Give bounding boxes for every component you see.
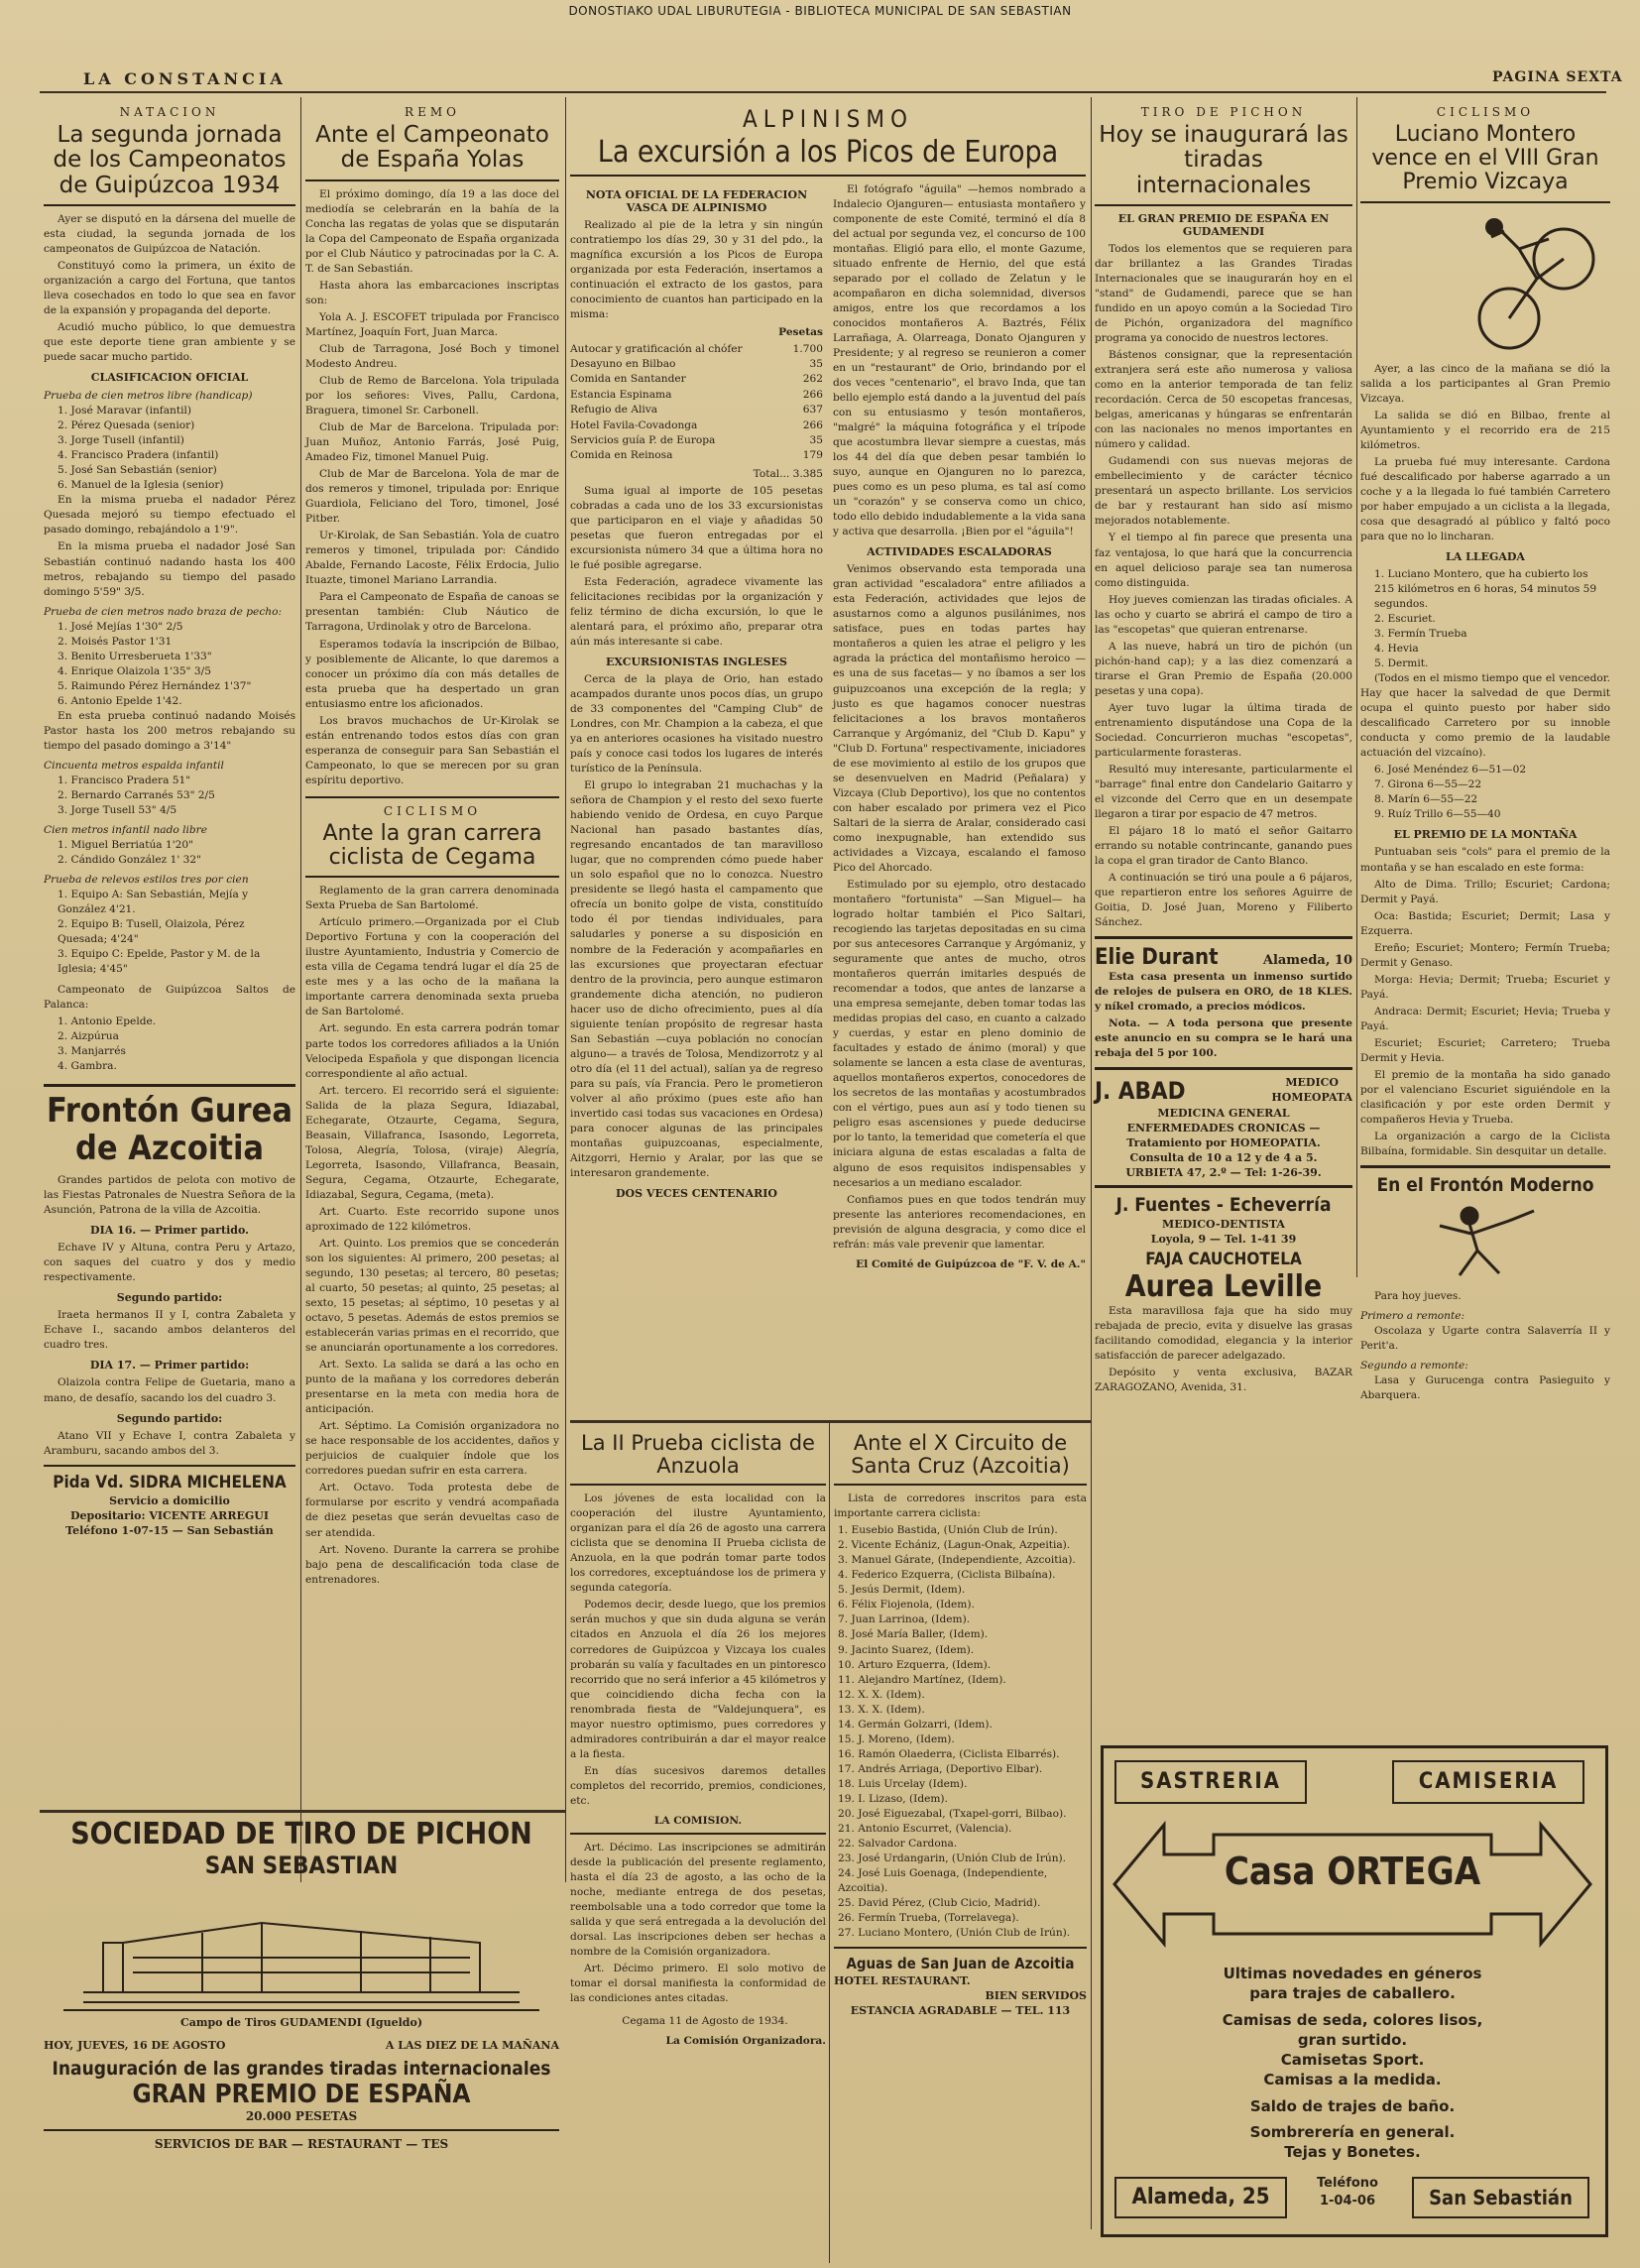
- table-total: Total... 3.385: [753, 467, 823, 480]
- table-header: Pesetas: [778, 325, 823, 338]
- ad-day: Segundo partido:: [116, 1291, 223, 1305]
- list-item: 3. Equipo C: Epelde, Pastor y M. de la Iglesia; 4'45": [58, 948, 261, 976]
- category-title: Prueba de cien metros nado braza de pecho:: [44, 605, 283, 618]
- clubhouse-illustration: [63, 1883, 539, 2012]
- table-row: Servicios guía P. de Europa 35: [570, 433, 823, 446]
- list-item: 1. Equipo A: San Sebastián, Mejía y González 4'21.: [58, 889, 249, 916]
- list-item: 2. Pérez Quesada (senior): [58, 419, 195, 432]
- paragraph: Ayer se disputó en la dársena del muelle de esta ciudad, la segunda jornada de los campeonatos de Guipúzcoa de Natación.: [44, 212, 295, 255]
- ad-text: Grandes partidos de pelota con motivo de las Fiestas Patronales de Nuestra Señora de la Asunción, Patrona de la villa de Azcoitia.: [44, 1174, 295, 1217]
- ad-fuentes-address: Loyola, 9 — Tel. 1-41 39: [1150, 1233, 1297, 1247]
- ad-title: SOCIEDAD DE TIRO DE PICHON: [70, 1817, 532, 1851]
- column-remo: [305, 99, 559, 1864]
- ad-date: HOY, JUEVES, 16 DE AGOSTO: [44, 2039, 226, 2052]
- list-item: 21. Antonio Escurret, (Valencia).: [838, 1822, 1012, 1835]
- category-title: Prueba de relevos estilos tres por cien: [44, 874, 249, 887]
- ad-line: gran surtido.: [1297, 2030, 1408, 2049]
- ad-city: San Sebastián: [1412, 2177, 1589, 2218]
- ad-day: Segundo partido:: [116, 1411, 223, 1425]
- category-title: Prueba de cien metros libre (handicap): [44, 390, 253, 403]
- list-item: 27. Luciano Montero, (Unión Club de Irún).: [838, 1927, 1071, 1940]
- ad-aurea-leville-title: Aurea Leville: [1124, 1269, 1323, 1305]
- riders-list: [834, 1523, 1087, 1941]
- list-item: 3. Jorge Tusell (infantil): [58, 434, 184, 447]
- paragraph: Art. tercero. El recorrido será el siguiente: Salida de la plaza Segura, Idiazabal, Echegarate, Otzaurte, Cegama, Segura, Beasain, Villafranca, Isasondo, Legorreta, Tolosa, Alegría, Tolosa, (viraje) Alegría, Legorreta, Isasondo, Villafranca, Beasain, Segura, Cegama, Otzaurte, Echegarate, Idiazabal, Segura, Cegama, (meta).: [305, 1084, 559, 1201]
- headline: Ante el X Circuito de Santa Cruz (Azcoitia): [851, 1431, 1070, 1479]
- list-item: 14. Germán Golzarri, (Idem).: [838, 1718, 993, 1731]
- paragraph: Los bravos muchachos de Ur-Kirolak se están entrenando todos estos días con gran esperanza de conseguir para San Sebastián el Campeonato, lo que se merecen por su gran espíritu deportivo.: [305, 714, 559, 786]
- column-rule: [1356, 97, 1357, 1277]
- list-item: 15. J. Moreno, (Idem).: [838, 1732, 955, 1745]
- subheading: ACTIVIDADES ESCALADORAS: [867, 545, 1052, 559]
- paragraph: Resultó muy interesante, particularmente el "barrage" final entre don Candelario Gaitarro y el vizconde del Cerro que en un desempate llegaron a tirar por espacio de 47 metros.: [1095, 763, 1352, 821]
- ad-aguas-line: HOTEL RESTAURANT.: [834, 1974, 971, 1988]
- column-rule: [1091, 97, 1092, 2229]
- ad-text: Atano VII y Echave I, contra Zabaleta y Aramburu, sacando ambos del 3.: [44, 1429, 295, 1457]
- list-item: 19. I. Lizaso, (Idem).: [838, 1792, 948, 1805]
- subheading: EL PREMIO DE LA MONTAÑA: [1393, 828, 1578, 842]
- ad-text: Iraeta hermanos II y I, contra Zabaleta y Echave I., sacando ambos delanteros del cuadro tres.: [44, 1309, 295, 1352]
- ad-line: Camisas a la medida.: [1263, 2071, 1442, 2089]
- pelota-player-illustration: [1360, 1196, 1610, 1285]
- ad-fronton-gurea-title: Frontón Gurea de Azcoitia: [46, 1091, 293, 1168]
- ad-line: Camisas de seda, colores lisos,: [1222, 2010, 1483, 2029]
- paragraph: Art. Séptimo. La Comisión organizadora no se hace responsable de los accidentes, daños y perjuicios de cualquier índole que los corredores puedan sufrir en esta carrera.: [305, 1420, 559, 1478]
- alpinismo-left: [570, 182, 823, 1270]
- paragraph: Ayer, a las cinco de la mañana se dió la salida a los participantes al Gran Premio Vizcaya.: [1360, 362, 1610, 405]
- ad-caption: Campo de Tiros GUDAMENDI (Igueldo): [179, 2016, 423, 2029]
- paragraph: Art. Octavo. Toda protesta debe de formularse por escrito y vendrá acompañada de diez pesetas que serán devueltas caso de ser atendida.: [305, 1482, 559, 1539]
- paragraph: El premio de la montaña ha sido ganado por el valenciano Escuriet siguiéndole en la clasificación y por este orden Dermit y compañeros Hevia y Trueba.: [1360, 1068, 1610, 1126]
- list-item: 3. Benito Urresberueta 1'33": [58, 650, 212, 662]
- ad-aguas-line: ESTANCIA AGRADABLE — TEL. 113: [850, 2004, 1071, 2018]
- ad-elie-durant-title: Elie Durant: [1095, 945, 1219, 971]
- ad-line: Sombrerería en general.: [1249, 2122, 1456, 2141]
- paragraph: En la misma prueba el nadador José San Sebastián continuó nadando hasta los 400 metros, rebajando su tiempo del pasado domingo 5'59" 3/5.: [44, 540, 295, 598]
- paragraph: A continuación se tiró una poule a 6 pájaros, que repartieron entre los señores Aguirre de Goitia, D. José Juan, Moreno y Filiberto Sánchez.: [1095, 872, 1352, 929]
- ad-fuentes-role: MEDICO-DENTISTA: [1162, 1218, 1285, 1232]
- archive-header: DONOSTIAKO UDAL LIBURUTEGIA - BIBLIOTECA MUNICIPAL DE SAN SEBASTIAN: [568, 4, 1072, 18]
- section-label: NATACION: [119, 105, 220, 119]
- ad-text: Segundo a remonte:: [1360, 1360, 1468, 1373]
- list-item: 3. Manuel Gárate, (Independiente, Azcoitia).: [838, 1554, 1076, 1567]
- list-item: 12. X. X. (Idem).: [838, 1688, 925, 1701]
- list-item: 1. Francisco Pradera 51": [58, 774, 191, 786]
- paragraph: Suma igual al importe de 105 pesetas cobradas a cada uno de los 33 excursionistas que participaron en el viaje y añadidas 50 pesetas que fueron entregadas por el excursionista número 34 que a última hora no le fué posible agregarse.: [570, 484, 823, 571]
- ad-text: Lasa y Gurucenga contra Pasieguito y Abarquera.: [1360, 1374, 1610, 1402]
- headline: Hoy se inaugurará las tiradas internacionales: [1099, 122, 1348, 198]
- table-row: Autocar y gratificación al chófer 1.700: [570, 342, 823, 355]
- paragraph: Yola A. J. ESCOFET tripulada por Francisco Martínez, Joaquín Fort, Juan Marca.: [305, 310, 559, 338]
- ad-time: A LAS DIEZ DE LA MAÑANA: [385, 2039, 559, 2052]
- ad-tel: 1-04-06: [1319, 2194, 1376, 2209]
- ad-aguas-line: BIEN SERVIDOS: [985, 1989, 1087, 2003]
- ad-abad: [1095, 1076, 1352, 1105]
- headline: La excursión a los Picos de Europa: [597, 135, 1059, 170]
- paragraph: Artículo primero.—Organizada por el Club Deportivo Fortuna y con la cooperación del ilustre Ayuntamiento, Industria y Comercio de esta villa de Cegama tendrá lugar el día 25 de este mes y a las ocho de la mañana la importante carrera denominada sexta prueba de San Bartolomé.: [305, 916, 559, 1018]
- masthead-paper-name: LA CONSTANCIA: [83, 69, 287, 88]
- paragraph: Constituyó como la primera, un éxito de organización a cargo del Fortuna, que tantos lleva cosechados en todo lo que sea en favor de la expansión y propaganda del deporte.: [44, 259, 295, 317]
- top-rule: [40, 91, 1606, 93]
- list-item: 1. Antonio Epelde.: [58, 1015, 157, 1028]
- subheading: LA LLEGADA: [1446, 549, 1525, 563]
- paragraph: Reglamento de la gran carrera denominada Sexta Prueba de San Bartolomé.: [305, 885, 559, 912]
- ad-fuentes-name: J. Fuentes - Echeverría: [1115, 1194, 1332, 1217]
- ad-text: Olaizola contra Felipe de Guetaria, mano a mano, de desafío, sacando los del cuadro 3.: [44, 1376, 295, 1404]
- alpinismo-right: [833, 182, 1086, 1270]
- paragraph: La prueba fué muy interesante. Cardona fué descalificado por haberse agarrado a un coche y a la llegada lo fué también Carretero por haber empujado a un ciclista a la llegada, cosa que desagradó al público y faltó poco para que no lo lincharan.: [1360, 455, 1610, 542]
- column-natacion: [44, 99, 295, 1864]
- list-item: 2. Moisés Pastor 1'31: [58, 635, 173, 648]
- column-santa-cruz: [834, 1428, 1087, 2261]
- paragraph: Oca: Bastida; Escuriet; Dermit; Lasa y Ezquerra.: [1360, 909, 1610, 937]
- list-item: 8. José María Baller, (Idem).: [838, 1628, 989, 1641]
- section-label: ALPINISMO: [742, 105, 914, 133]
- category-title: Cincuenta metros espalda infantil: [44, 759, 224, 772]
- paragraph: Ur-Kirolak, de San Sebastián. Yola de cuatro remeros y timonel, tripulada por: Cándido Abalde, Fernando Lacoste, Félix Erdocia, Julio Ituazte, timonel Mariano Larrandia.: [305, 530, 559, 587]
- paragraph: La salida se dió en Bilbao, frente al Ayuntamiento y el recorrido era de 215 kilómetros.: [1360, 409, 1610, 451]
- paragraph: Morga: Hevia; Dermit; Trueba; Escuriet y Payá.: [1360, 973, 1610, 1001]
- ad-abad-line: Consulta de 10 a 12 y de 4 a 5.: [1129, 1151, 1318, 1165]
- section-label: CICLISMO: [383, 803, 482, 818]
- paragraph: El fotógrafo "águila" —hemos nombrado a Indalecio Ojanguren— entusiasta montañero y componente de este Comité, terminó el día 8 del actual por segunda vez, el concurso de 100 montañas. Eligió para ello, el monte Gazume, situado enfrente de Hernio, del que está separado por el collado de Zelatun y le acompañaron en dicha solemnidad, diversos amigos, entre los que recordamos a los conocidos montañeros A. Baztrés, Félix Larrañaga, A. Olarreaga, Donato Ojanguren y Presidente; y al regreso se reunieron a comer en un "restaurant" de Orio, brindando por el dos veces "centenario", el bravo Inda, que tan bello ejemplo está dando a la juventud del país con su entusiasmo y tesón montañeros, "malgré" la máquina fotográfica y el trípode que acostumbra llevar siempre a cuestas, más los 44 del día que deben pesar también lo suyo, aunque en Ojanguren no lo parezca, pues como es un peso pluma, es tal así como un "corazón" y se conserva como un chico, todo ello debido indudablemente a la vida sana y activa que desarrolla. ¡Bien por el "águila"!: [833, 182, 1086, 538]
- headline: La segunda jornada de los Campeonatos de Guipúzcoa 1934: [53, 122, 287, 198]
- paragraph: Confiamos pues en que todos tendrán muy presente las anteriores recomendaciones, en previsión de alguna desgracia, y como dice el refrán: más vale prevenir que lamentar.: [833, 1193, 1086, 1251]
- list-item: 2. Cándido González 1' 32": [58, 854, 201, 867]
- paragraph: Art. Noveno. Durante la carrera se prohibe bajo pena de descalificación toda clase de entrenadores.: [305, 1543, 559, 1586]
- paragraph: La organización a cargo de la Ciclista Bilbaína, formidable. Sin desquitar un detalle.: [1360, 1131, 1610, 1158]
- list-item: 17. Andrés Arriaga, (Deportivo Elbar).: [838, 1762, 1043, 1775]
- ad-line: para trajes de caballero.: [1249, 1984, 1456, 2003]
- column-rule: [300, 97, 301, 1882]
- list-item: 8. Marín 6—55—22: [1374, 793, 1478, 806]
- ad-inauguration: Inauguración de las grandes tiradas internacionales: [52, 2058, 551, 2080]
- paragraph: En la misma prueba el nadador Pérez Quesada mejoró su tiempo efectuado el pasado domingo, rebajándolo a 1'9".: [44, 494, 295, 537]
- ad-tiro-pichon: [44, 1817, 559, 2263]
- category-title: Campeonato de Guipúzcoa Saltos de Palanca:: [44, 984, 295, 1012]
- masthead-page-number: PAGINA SEXTA: [1492, 69, 1623, 85]
- paragraph: El próximo domingo, día 19 a las doce del mediodía se celebrarán en la bahía de la Concha las regatas de yolas que se disputarán la Copa del Campeonato de España organizada por el Club Náutico y patrocinadas por la C. A. T. de San Sebastián.: [305, 187, 559, 275]
- paragraph: Andraca: Dermit; Escuriet; Hevia; Trueba y Payá.: [1360, 1005, 1610, 1032]
- column-ciclismo: [1360, 99, 1610, 1402]
- results-list-2: [44, 620, 295, 709]
- ad-abad-role: HOMEOPATA: [1271, 1090, 1352, 1104]
- list-item: 18. Luis Urcelay (Idem).: [838, 1777, 968, 1790]
- paragraph: Venimos observando esta temporada una gran actividad "escaladora" entre afiliados a esta Federación, actividades que lejos de asustarnos como a algunos pusilánimes, nos satisface, pues en todas partes hay montañeros a quien les atrae el peligro y les agrada la práctica del montañismo heroico —es una de sus facetas— y no íbamos a ser los guipuzcoanos una excepción de la regla; y justo es que hagamos conocer nuestras felicitaciones a los bravos montañeros Carranque y Argómaniz, del "Club D. Kapu" y "Club D. Fortuna" respectivamente, iniciadores de ese movimiento al estilo de los grupos que se desenvuelven en Madrid (Peñalara) y Vizcaya (Club Deportivo), los que no contentos con haber escalado por primera vez el Pico Saltari de la sierra de Aralar, considerado casi como inexpugnable, han extendido sus actividades a Vizcaya, escalando el famoso Pico del Ahorcado.: [833, 563, 1086, 874]
- subheading: EXCURSIONISTAS INGLESES: [606, 655, 787, 668]
- paragraph: El grupo lo integraban 21 muchachas y la señora de Champion y el resto del sexo fuerte habiendo venido de Ordesa, en cuyo Parque Nacional han pasado bastantes días, regresando encantados de tan maravilloso lugar, que no comprenden cómo puede haber un solo español que no lo conozca. Nuestro presidente se llegó hasta el campamento que ofrecía un bonito golpe de vista, constituído todo él por tiendas individuales, para saludarles y ponerse a su disposición en nombre de la Federación y acompañarles en las excursiones que proyectaran efectuar dentro de la provincia, pero aunque estimaron grandemente dicha atención, no pudieron hacer uso de dicho ofrecimiento, pues al día siguiente tenían propósito de regresar hasta San Sebastián —cuya población no conocían alguno— a través de Tolosa, Mendizorrotz y al otro día (el 11 del actual), salían ya de regreso para su país, vía Francia. Pero le prometieron volver al año próximo (pues este año han invertido casi todas sus vacaciones en Ordesa) para conocer algunas de las principales montañas guipuzcoanas, especialmente, Aitzgorri, Hernio y Aralar, por las que se interesaron grandemente.: [570, 779, 823, 1179]
- section-rule: [570, 1420, 1091, 1423]
- list-item: 2. Bernardo Carranés 53" 2/5: [58, 788, 215, 801]
- column-alpinismo: [570, 99, 1086, 1418]
- ad-fronton-moderno-title: En el Frontón Moderno: [1376, 1174, 1594, 1197]
- paragraph: Estimulado por su ejemplo, otro destacado montañero "fortunista" —San Miguel— ha logrado holtar también el Pico Saltari, recogiendo las tarjetas depositadas en su cima por sus antecesores Carranque y Argómaniz, y seguramente que antes de mucho, otros montañeros querrán imitarles después de recomendar a todos, que antes de lanzarse a una empresa semejante, deben tomar todas las medidas propias del caso, en cuanto a calzado y cuerdas, y estar en pleno dominio de facultades y estado de ánimo (moral) y que solamente se lancen a esta clase de aventuras, aquellos montañeros expertos, conocedores de los secretos de las montañas y acostumbrados con el vértigo, pues aun así y todo tienen su peligro esas ascensiones y puede deducirse por lo tanto, la temeridad que cometería el que iniciara alguna de estas escaladas a falta de alguno de esos requisitos indispensables y necesarios a un mediano escalador.: [833, 878, 1086, 1189]
- paragraph: Cerca de la playa de Orio, han estado acampados durante unos pocos días, un grupo de 33 componentes del "Camping Club" de Londres, con Mr. Champion a la cabeza, el que ya en anteriores ocasiones ha visitado nuestro país y conoce casi todos los lugares de interés turístico de la Península.: [570, 672, 823, 776]
- ad-sidra-line: Teléfono 1-07-15 — San Sebastián: [65, 1523, 274, 1537]
- list-item: 6. José Menéndez 6—51—02: [1374, 764, 1527, 776]
- paragraph: Art. segundo. En esta carrera podrán tomar parte todos los corredores afiliados a la Unión Velocipeda Española y que dispongan licencia correspondiente al año actual.: [305, 1022, 559, 1080]
- paragraph: A las nueve, habrá un tiro de pichón (un pichón-hand cap); y a las diez comenzará a tirarse el Gran Premio de España (20.000 pesetas y una copa).: [1095, 640, 1352, 697]
- list-item: 6. Félix Fiojenola, (Idem).: [838, 1599, 975, 1611]
- subheading: NOTA OFICIAL DE LA FEDERACION VASCA DE ALPINISMO: [585, 187, 808, 214]
- paragraph: Lista de corredores inscritos para esta importante carrera ciclista:: [834, 1492, 1087, 1520]
- paragraph: Club de Mar de Barcelona. Tripulada por: Juan Muñoz, Antonio Farrás, José Puig, Amadeo Fiz, timonel Manuel Puig.: [305, 421, 559, 464]
- ad-abad-line: Tratamiento por HOMEOPATIA.: [1126, 1136, 1321, 1150]
- list-item: 24. José Luis Goenaga, (Independiente, Azcoitia).: [838, 1866, 1048, 1894]
- paragraph: Esta Federación, agradece vivamente las felicitaciones recibidas por la organización y feliz término de dicha excursión, lo que le alentará para, el próximo año, preparar otra aún más interesante si cabe.: [570, 575, 823, 648]
- paragraph: Alto de Dima. Trillo; Escuriet; Cardona; Dermit y Payá.: [1360, 878, 1610, 905]
- ad-line: Camisetas Sport.: [1280, 2051, 1425, 2069]
- category-title: Cien metros infantil nado libre: [44, 823, 207, 836]
- results-list-1: [44, 404, 295, 493]
- date-line: Cegama 11 de Agosto de 1934.: [622, 2015, 788, 2028]
- ad-abad-line: URBIETA 47, 2.º — Tel: 1-26-39.: [1125, 1166, 1322, 1180]
- column-tiro-pichon: [1095, 99, 1352, 1394]
- list-item: 1. José Maravar (infantil): [58, 405, 192, 418]
- paragraph: (Todos en el mismo tiempo que el vencedor. Hay que hacer la salvedad de que Dermit ocupa el quinto puesto por haber sido descalificado Carretero por su innoble conducta y como premio de la laudable actuación del vizcaíno).: [1360, 672, 1610, 760]
- list-item: 13. X. X. (Idem).: [838, 1703, 925, 1716]
- cyclist-illustration: [1360, 209, 1610, 358]
- table-row: Desayuno en Bilbao 35: [570, 358, 823, 371]
- paragraph: Art. Cuarto. Este recorrido supone unos aproximado de 122 kilómetros.: [305, 1205, 559, 1233]
- table-row: Hotel Favila-Covadonga 266: [570, 418, 823, 431]
- list-item: 2. Equipo B: Tusell, Olaizola, Pérez Quesada; 4'24": [58, 918, 245, 946]
- list-item: 26. Fermín Trueba, (Torrelavega).: [838, 1912, 1019, 1925]
- ad-sidra-line: Depositario: VICENTE ARREGUI: [70, 1508, 269, 1522]
- paragraph: Ereño; Escuriet; Montero; Fermín Trueba; Dermit y Genaso.: [1360, 941, 1610, 969]
- list-item: 3. Jorge Tusell 53" 4/5: [58, 803, 177, 816]
- ad-camiseria: CAMISERIA: [1392, 1760, 1584, 1804]
- list-item: 2. Aizpúrua: [58, 1030, 119, 1043]
- list-item: 23. José Urdangarin, (Unión Club de Irún).: [838, 1851, 1067, 1864]
- paragraph: Art. Décimo. Las inscripciones se admitirán desde la publicación del presente reglamento, hasta el día 23 de agosto, a las ocho de la noche, mediante entrega de dos pesetas, reembolsable una a todo corredor que tome la salida y que será entregada a la devolución del dorsal. Las inscripciones deben ser hechas a nombre de la Comisión organizadora.: [570, 1841, 826, 1959]
- subheading: DOS VECES CENTENARIO: [616, 1187, 777, 1200]
- ad-tel-label: Teléfono: [1316, 2176, 1378, 2191]
- list-item: 7. Juan Larrinoa, (Idem).: [838, 1613, 971, 1626]
- list-item: 2. Escuriet.: [1374, 613, 1436, 626]
- paragraph: Hoy jueves comienzan las tiradas oficiales. A las ocho y cuarto se abrirá el campo de tiro a las "escopetas" que quieran entrenarse.: [1095, 593, 1352, 636]
- paragraph: Ayer tuvo lugar la última tirada de entrenamiento disputándose una Copa de la Sociedad. Concurrieron muchas "escopetas", particularmente forasteras.: [1095, 701, 1352, 759]
- list-item: 2. Vicente Echániz, (Lagun-Onak, Azpeitia).: [838, 1539, 1071, 1552]
- list-item: 4. Gambra.: [58, 1060, 117, 1073]
- headline: La II Prueba ciclista de Anzuola: [581, 1431, 815, 1479]
- paragraph: Club de Tarragona, José Boch y timonel Modesto Andreu.: [305, 342, 559, 370]
- ad-casa-ortega: [1095, 1279, 1610, 2261]
- section-rule: [40, 1810, 565, 1813]
- paragraph: Acudió mucho público, lo que demuestra que este deporte tiene gran ambiente y se puede sacar mucho partido.: [44, 321, 295, 364]
- ad-line: Tejas y Bonetes.: [1284, 2143, 1421, 2161]
- list-item: 6. Antonio Epelde 1'42.: [58, 694, 182, 707]
- ad-text: Esta casa presenta un inmenso surtido de relojes de pulsera en ORO, de 18 KLES. y níkel cromado, a precios módicos.: [1095, 971, 1352, 1014]
- list-item: 5. Jesús Dermit, (Idem).: [838, 1584, 966, 1597]
- paragraph: Club de Remo de Barcelona. Yola tripulada por los señores: Vives, Pallu, Cardona, Braguera, timonel Sr. Carbonell.: [305, 374, 559, 418]
- section-label: CICLISMO: [1436, 105, 1535, 119]
- column-anzuola: [570, 1428, 826, 2261]
- list-item: 11. Alejandro Martínez, (Idem).: [838, 1673, 1006, 1686]
- paragraph: En días sucesivos daremos detalles completos del recorrido, premios, condiciones, etc.: [570, 1764, 826, 1807]
- section-label: REMO: [405, 105, 460, 119]
- list-item: 4. Federico Ezquerra, (Ciclista Bilbaína).: [838, 1569, 1056, 1582]
- paragraph: Y el tiempo al fin parece que presenta una faz ventajosa, lo que hará que la concurrencia en aquel delicioso paraje sea tan numerosa como distinguida.: [1095, 532, 1352, 589]
- ad-city: SAN SEBASTIAN: [204, 1851, 399, 1879]
- list-item: 5. Dermit.: [1374, 657, 1429, 670]
- paragraph: Art. Quinto. Los premios que se concederán son los siguientes: Al primero, 200 pesetas; al segundo, 130 pesetas; al tercero, 80 pesetas; al cuarto, 50 pesetas; al quinto, 25 pesetas; al sexto, 15 pesetas; al séptimo, 10 pesetas y al octavo, 5 pesetas. Además de estos premios se establecerán varias primas en el recorrido, que se anunciarán oportunamente a los corredores.: [305, 1237, 559, 1355]
- ad-abad-role: MEDICO: [1285, 1076, 1339, 1090]
- table-row: Comida en Santander 262: [570, 373, 823, 386]
- section-label: TIRO DE PICHON: [1140, 105, 1307, 119]
- paragraph: Para el Campeonato de España de canoas se presentan también: Club Náutico de Tarragona, Urdinolak y otro de Barcelona.: [305, 591, 559, 634]
- list-item: 9. Jacinto Suarez, (Idem).: [838, 1643, 975, 1656]
- expense-table: [570, 342, 823, 464]
- column-rule: [829, 1420, 830, 2263]
- list-item: 1. Luciano Montero, que ha cubierto los 215 kilómetros en 6 horas, 54 minutos 59 segundos.: [1374, 567, 1597, 610]
- ad-sastreria: SASTRERIA: [1114, 1760, 1307, 1804]
- list-item: 5. Raimundo Pérez Hernández 1'37": [58, 679, 252, 692]
- paragraph: Hasta ahora las embarcaciones inscriptas son:: [305, 279, 559, 306]
- ad-text: Oscolaza y Ugarte contra Salaverría II y Perit'a.: [1360, 1325, 1610, 1353]
- paragraph: En esta prueba continuó nadando Moisés Pastor hasta los 200 metros rebajando su tiempo del pasado domingo a 3'14": [44, 709, 295, 752]
- ad-abad-line: MEDICINA GENERAL: [1157, 1107, 1290, 1121]
- paragraph: Art. Sexto. La salida se dará a las ocho en punto de la mañana y los corredores deberán presentarse en la meta con media hora de anticipación.: [305, 1359, 559, 1416]
- headline: Ante el Campeonato de España Yolas: [315, 122, 549, 174]
- paragraph: Club de Mar de Barcelona. Yola de mar de dos remeros y timonel, tripulada por: Enrique Guardiola, Feliciano del Toro, timonel, José Pitber.: [305, 468, 559, 526]
- paragraph: Escuriet; Escuriet; Carretero; Trueba Dermit y Hevia.: [1360, 1036, 1610, 1064]
- ad-line: Saldo de trajes de baño.: [1249, 2096, 1456, 2115]
- ad-faja-title: FAJA CAUCHOTELA: [1145, 1250, 1302, 1270]
- ad-name: Casa ORTEGA: [1224, 1850, 1481, 1893]
- table-row: Comida en Reinosa 179: [570, 449, 823, 462]
- list-item: 5. José San Sebastián (senior): [58, 464, 217, 477]
- list-item: 1. Eusebio Bastida, (Unión Club de Irún).: [838, 1524, 1058, 1537]
- paragraph: Puntuaban seis "cols" para el premio de la montaña y se han escalado en este forma:: [1360, 846, 1610, 874]
- ad-text: Nota. — A toda persona que presente este anuncio en su compra se le hará una rebaja del 5 por 100.: [1095, 1017, 1352, 1060]
- column-rule: [565, 97, 566, 1882]
- signature: El Comité de Guipúzcoa de "F. V. de A.": [856, 1257, 1086, 1270]
- paragraph: Bástenos consignar, que la representación extranjera será este año numerosa y valiosa como en la anterior temporada de tan feliz recordación. Cerca de 50 escopetas francesas, belgas, americanas y húngaras se enfrentarán con las nacionales no menos importantes en número y calidad.: [1095, 349, 1352, 451]
- ad-aguas-title: Aguas de San Juan de Azcoitia: [846, 1955, 1075, 1973]
- ad-address: Alameda, 25: [1114, 2177, 1287, 2218]
- subheading: CLASIFICACION OFICIAL: [90, 371, 249, 385]
- ad-text: Echave IV y Altuna, contra Peru y Artazo, con saques del cuatro y dos y medio respectivamente.: [44, 1242, 295, 1284]
- list-item: 3. Manjarrés: [58, 1045, 126, 1058]
- list-item: 10. Arturo Ezquerra, (Idem).: [838, 1658, 992, 1671]
- list-item: 9. Ruíz Trillo 6—55—40: [1374, 808, 1501, 821]
- paragraph: Los jóvenes de esta localidad con la cooperación del ilustre Ayuntamiento, organizan para el día 26 de agosto una carrera ciclista que se denomina II Prueba ciclista de Anzuola, en la que podrán tomar parte todos los corredores, exceptuándose los de primera y segunda categoría.: [570, 1492, 826, 1595]
- ad-text: Para hoy jueves.: [1374, 1290, 1462, 1303]
- headline: Ante la gran carrera ciclista de Cegama: [322, 820, 542, 870]
- table-row: Estancia Espinama 266: [570, 388, 823, 401]
- paragraph: Realizado al pie de la letra y sin ningún contratiempo los días 29, 30 y 31 del pdo., la magnífica excursión a los Picos de Europa organizada por esta Federación, insertamos a continuación el extracto de los gastos, para conocimiento de cuantos han participado en la misma:: [570, 218, 823, 320]
- list-item: 25. David Pérez, (Club Cicio, Madrid).: [838, 1897, 1041, 1910]
- paragraph: Todos los elementos que se requieren para dar brillantez a las Grandes Tiradas Internacionales que se inaugurarán hoy en el "stand" de Gudamendi, parece que se han fundido en un apoyo común a la Sociedad Tiro de Pichón, organizadora del magnífico programa ya conocido de nuestros lectores.: [1095, 242, 1352, 345]
- paragraph: Art. Décimo primero. El solo motivo de tomar el dorsal manifiesta la conformidad de las condiciones antes citadas.: [570, 1963, 826, 2005]
- ad-day: DIA 17. — Primer partido:: [89, 1359, 250, 1373]
- list-item: 6. Manuel de la Iglesia (senior): [58, 479, 224, 492]
- ad-elie-durant-address: Alameda, 10: [1262, 953, 1352, 969]
- list-item: 16. Ramón Olaederra, (Ciclista Elbarrés).: [838, 1747, 1060, 1760]
- signature: LA COMISION.: [653, 1814, 743, 1827]
- list-item: 3. Fermín Trueba: [1374, 628, 1467, 641]
- ad-amount: 20.000 PESETAS: [245, 2109, 358, 2123]
- paragraph: Podemos decir, desde luego, que los premios serán muchos y que sin duda alguna se verán citados en Anzuola el día 26 los mejores corredores de Guipúzcoa y Vizcaya los cuales probarán su valía y facultades en un pintoresco recorrido que no será inferior a 45 kilómetros y que coincidiendo dicha fecha con la renombrada fiesta de "Valdejunquera", es mayor nuestro optimismo, pues corredores y admiradores contribuirán a dar el mayor realce a la fiesta.: [570, 1599, 826, 1760]
- list-item: 4. Francisco Pradera (infantil): [58, 449, 219, 462]
- ad-abad-line: ENFERMEDADES CRONICAS —: [1126, 1122, 1321, 1135]
- table-row: Refugio de Aliva 637: [570, 404, 823, 417]
- paragraph: El pájaro 18 lo mató el señor Gaitarro errando su notable contrincante, ganando pues la copa el gran tirador de Canto Blanco.: [1095, 825, 1352, 868]
- paragraph: Esperamos todavía la inscripción de Bilbao, y posiblemente de Alicante, lo que daremos a conocer un próximo día con más detalles de esta prueba que ha despertado un gran entusiasmo entre los aficionados.: [305, 638, 559, 710]
- paragraph: Gudamendi con sus nuevas mejoras de embellecimiento y de carácter técnico presentará un aspecto brillante. Los servicios de bar y restaurant han sido así mismo mejorados notablemente.: [1095, 455, 1352, 528]
- list-item: 22. Salvador Cardona.: [838, 1837, 958, 1850]
- ad-text: Esta maravillosa faja que ha sido muy rebajada de precio, evita y disuelve las grasas facilitando comodidad, elegancia y la interior satisfacción de parecer adelgazado.: [1095, 1305, 1352, 1363]
- list-item: 1. José Mejías 1'30" 2/5: [58, 620, 183, 633]
- ad-text: Depósito y venta exclusiva, BAZAR ZARAGOZANO, Avenida, 31.: [1095, 1367, 1352, 1394]
- ad-abad-name: J. ABAD: [1095, 1076, 1186, 1105]
- list-item: 4. Hevia: [1374, 643, 1419, 656]
- ad-services: SERVICIOS DE BAR — RESTAURANT — TES: [44, 2129, 559, 2151]
- ad-gran-premio: GRAN PREMIO DE ESPAÑA: [132, 2080, 471, 2109]
- ad-text: Primero a remonte:: [1360, 1310, 1465, 1323]
- ad-day: DIA 16. — Primer partido.: [90, 1224, 249, 1238]
- list-item: 20. José Eiguezabal, (Txapel-gorri, Bilbao).: [838, 1807, 1067, 1820]
- ad-line: Ultimas novedades en géneros: [1223, 1965, 1482, 1982]
- list-item: 4. Enrique Olaizola 1'35" 3/5: [58, 664, 211, 677]
- list-item: 1. Miguel Berriatúa 1'20": [58, 838, 193, 851]
- headline: Luciano Montero vence en el VIII Gran Premio Vizcaya: [1371, 122, 1599, 195]
- ad-sidra-line: Servicio a domicilio: [109, 1493, 230, 1507]
- ad-sidra-title: Pida Vd. SIDRA MICHELENA: [53, 1472, 287, 1492]
- subheading: EL GRAN PREMIO DE ESPAÑA EN GUDAMENDI: [1117, 211, 1330, 238]
- ad-elie-durant: [1095, 945, 1352, 970]
- list-item: 7. Girona 6—55—22: [1374, 778, 1482, 791]
- signature: La Comisión Organizadora.: [665, 2035, 826, 2048]
